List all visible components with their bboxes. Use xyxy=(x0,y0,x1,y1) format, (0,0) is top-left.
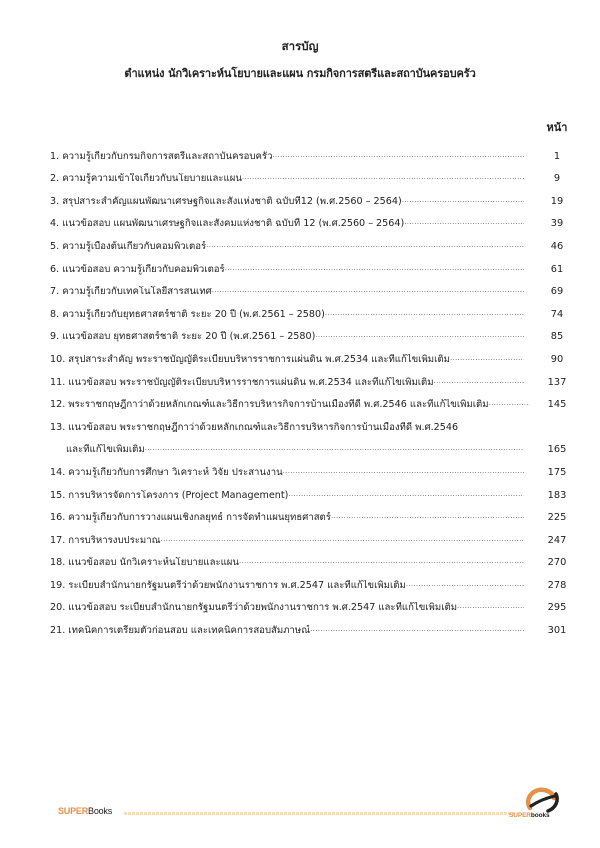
toc-entry-page: 74 xyxy=(550,308,564,320)
dot-leader xyxy=(283,465,524,477)
brand-super: SUPER xyxy=(58,806,89,816)
dot-leader xyxy=(225,262,524,274)
toc-entry-19[interactable] xyxy=(50,569,580,592)
dot-leader xyxy=(272,149,524,161)
dot-leader xyxy=(288,488,524,500)
toc-entry-6[interactable] xyxy=(50,253,580,276)
toc-entry-text: 15. การบริหารจัดการโครงการ (Project Management) xyxy=(50,489,289,501)
dot-leader xyxy=(406,578,524,590)
toc-entry-text: 21. เทคนิคการเตรียมตัวก่อนสอบ และเทคนิคการสอบสัมภาษณ์ xyxy=(50,625,311,637)
toc-entry-text: 3. สรุปสาระสำคัญแผนพัฒนาเศรษฐกิจและสังแห่งชาติ ฉบับที่12 (พ.ศ.2560 – 2564) xyxy=(50,195,402,207)
toc-entry-7[interactable] xyxy=(50,276,580,299)
toc-entry-page: 165 xyxy=(547,444,567,456)
toc-entry-text: 11. แนวข้อสอบ พระราชบัญญัติระเบียบบริหารราชการแผ่นดิน พ.ศ.2534 และที่แก้ไขเพิ่มเติม xyxy=(50,376,434,388)
dot-leader xyxy=(315,329,524,341)
toc-entry-13[interactable] xyxy=(50,411,580,456)
dot-leader xyxy=(242,171,524,183)
toc-entry-page: 1 xyxy=(553,150,561,162)
toc-entry-text: 9. แนวข้อสอบ ยุทธศาสตร์ชาติ ระยะ 20 ปี (พ.ศ.2561 – 2580) xyxy=(50,331,316,343)
logo-books: books xyxy=(530,812,550,819)
toc-entry-page: 69 xyxy=(550,286,564,298)
logo-super: SUPER xyxy=(509,812,531,819)
dot-leader xyxy=(489,397,530,409)
toc-entry-18[interactable] xyxy=(50,547,580,570)
toc-entry-page: 19 xyxy=(550,195,564,207)
toc-entry-5[interactable] xyxy=(50,230,580,253)
page-column-header: หน้า xyxy=(546,121,568,134)
toc-entry-16[interactable] xyxy=(50,502,580,525)
toc-entry-text: 16. ความรู้เกี่ยวกับการวางแผนเชิงกลยุทธ์ การจัดทำแผนยุทธศาสตร์ xyxy=(50,512,331,524)
toc-entry-12[interactable] xyxy=(50,389,580,412)
toc-entry-page: 46 xyxy=(550,240,564,252)
toc-entry-text: 13. แนวข้อสอบ พระราชกฤษฎีกาว่าด้วยหลักเกณฑ์และวิธีการบริหารกิจการบ้านเมืองที่ดี พ.ศ.2546 xyxy=(50,421,459,433)
toc-entry-text: 6. แนวข้อสอบ ความรู้เกี่ยวกับคอมพิวเตอร์ xyxy=(50,263,225,275)
toc-entry-21[interactable] xyxy=(50,614,580,637)
dot-leader xyxy=(206,239,524,251)
toc-entry-page: 295 xyxy=(547,602,567,614)
toc-entry-page: 270 xyxy=(547,557,567,569)
toc-entry-text: 12. พระราชกฤษฎีกาว่าด้วยหลักเกณฑ์และวิธีการบริหารกิจการบ้านเมืองที่ดี พ.ศ.2546 และที่แก้ไขเพิ่มเติม xyxy=(50,399,489,411)
toc-entry-text: 20. แนวข้อสอบ ระเบียบสำนักนายกรัฐมนตรีว่าด้วยพนักงานราชการ พ.ศ.2547 และที่แก้ไขเพิ่มเติม xyxy=(50,602,458,614)
toc-entry-17[interactable] xyxy=(50,524,580,547)
toc-entry-page: 9 xyxy=(553,173,561,185)
toc-entry-text: 14. ความรู้เกี่ยวกับการศึกษา วิเคราะห์ วิจัย ประสานงาน xyxy=(50,466,283,478)
toc-entry-text: 2. ความรู้ความเข้าใจเกี่ยวกับนโยบายและแผน xyxy=(50,173,242,185)
toc-entry-10[interactable] xyxy=(50,343,580,366)
toc-entry-text-continued: และที่แก้ไขเพิ่มเติม xyxy=(66,444,145,456)
toc-entry-page: 183 xyxy=(547,489,567,501)
dot-leader xyxy=(331,510,524,522)
dot-leader xyxy=(161,533,524,545)
toc-subtitle: ตำแหน่ง นักวิเคราะห์นโยบายและแผน กรมกิจการสตรีและสถาบันครอบครัว xyxy=(124,67,476,80)
toc-entry-page: 61 xyxy=(550,263,564,275)
table-of-contents xyxy=(50,140,580,637)
toc-entry-8[interactable] xyxy=(50,298,580,321)
toc-entry-text: 10. สรุปสาระสำคัญ พระราชบัญญัติระเบียบบริหารราชการแผ่นดิน พ.ศ.2534 และที่แก้ไขเพิ่มเติม xyxy=(50,353,450,365)
footer-dotted-rule xyxy=(124,812,516,815)
toc-entry-text: 17. การบริหารงบประมาณ xyxy=(50,534,161,546)
brand-books: Books xyxy=(88,806,113,816)
toc-entry-2[interactable] xyxy=(50,163,580,186)
toc-entry-page: 225 xyxy=(547,512,567,524)
toc-entry-text: 1. ความรู้เกี่ยวกับกรมกิจการสตรีและสถาบันครอบครัว xyxy=(50,150,273,162)
toc-entry-page: 137 xyxy=(547,376,567,388)
dot-leader xyxy=(310,623,524,635)
toc-entry-text: 18. แนวข้อสอบ นักวิเคราะห์นโยบายและแผน xyxy=(50,557,239,569)
toc-entry-page: 145 xyxy=(547,399,567,411)
toc-entry-page: 90 xyxy=(550,353,564,365)
toc-entry-11[interactable] xyxy=(50,366,580,389)
toc-entry-page: 278 xyxy=(547,579,567,591)
toc-entry-page: 301 xyxy=(547,625,567,637)
toc-entry-text: 4. แนวข้อสอบ แผนพัฒนาเศรษฐกิจและสังคมแห่งชาติ ฉบับที่ 12 (พ.ศ.2560 – 2564) xyxy=(50,218,405,230)
dot-leader xyxy=(457,600,524,612)
dot-leader xyxy=(325,307,524,319)
toc-entry-text: 7. ความรู้เกี่ยวกับเทคโนโลยีสารสนเทศ xyxy=(50,286,212,298)
dot-leader xyxy=(402,194,524,206)
dot-leader xyxy=(212,284,524,296)
footer-brand-text xyxy=(58,806,112,816)
logo-wordmark xyxy=(509,812,550,819)
toc-entry-page: 247 xyxy=(547,534,567,546)
toc-entry-3[interactable] xyxy=(50,185,580,208)
toc-entry-page: 175 xyxy=(547,466,567,478)
toc-entry-4[interactable] xyxy=(50,208,580,231)
toc-title: สารบัญ xyxy=(281,39,319,53)
dot-leader xyxy=(434,375,524,387)
dot-leader xyxy=(239,555,524,567)
dot-leader xyxy=(145,442,524,454)
toc-entry-14[interactable] xyxy=(50,456,580,479)
toc-entry-9[interactable] xyxy=(50,321,580,344)
toc-entry-15[interactable] xyxy=(50,479,580,502)
toc-entry-20[interactable] xyxy=(50,592,580,615)
dot-leader xyxy=(404,216,524,228)
dot-leader xyxy=(450,352,524,364)
toc-entry-1[interactable] xyxy=(50,140,580,163)
toc-entry-text: 5. ความรู้เบื้องต้นเกี่ยวกับคอมพิวเตอร์ xyxy=(50,240,207,252)
toc-entry-page: 39 xyxy=(550,218,564,230)
toc-entry-text: 8. ความรู้เกี่ยวกับยุทธศาสตร์ชาติ ระยะ 20 ปี (พ.ศ.2561 – 2580) xyxy=(50,308,325,320)
toc-entry-page: 85 xyxy=(550,331,564,343)
toc-entry-text: 19. ระเบียบสำนักนายกรัฐมนตรีว่าด้วยพนักงานราชการ พ.ศ.2547 และที่แก้ไขเพิ่มเติม xyxy=(50,579,406,591)
